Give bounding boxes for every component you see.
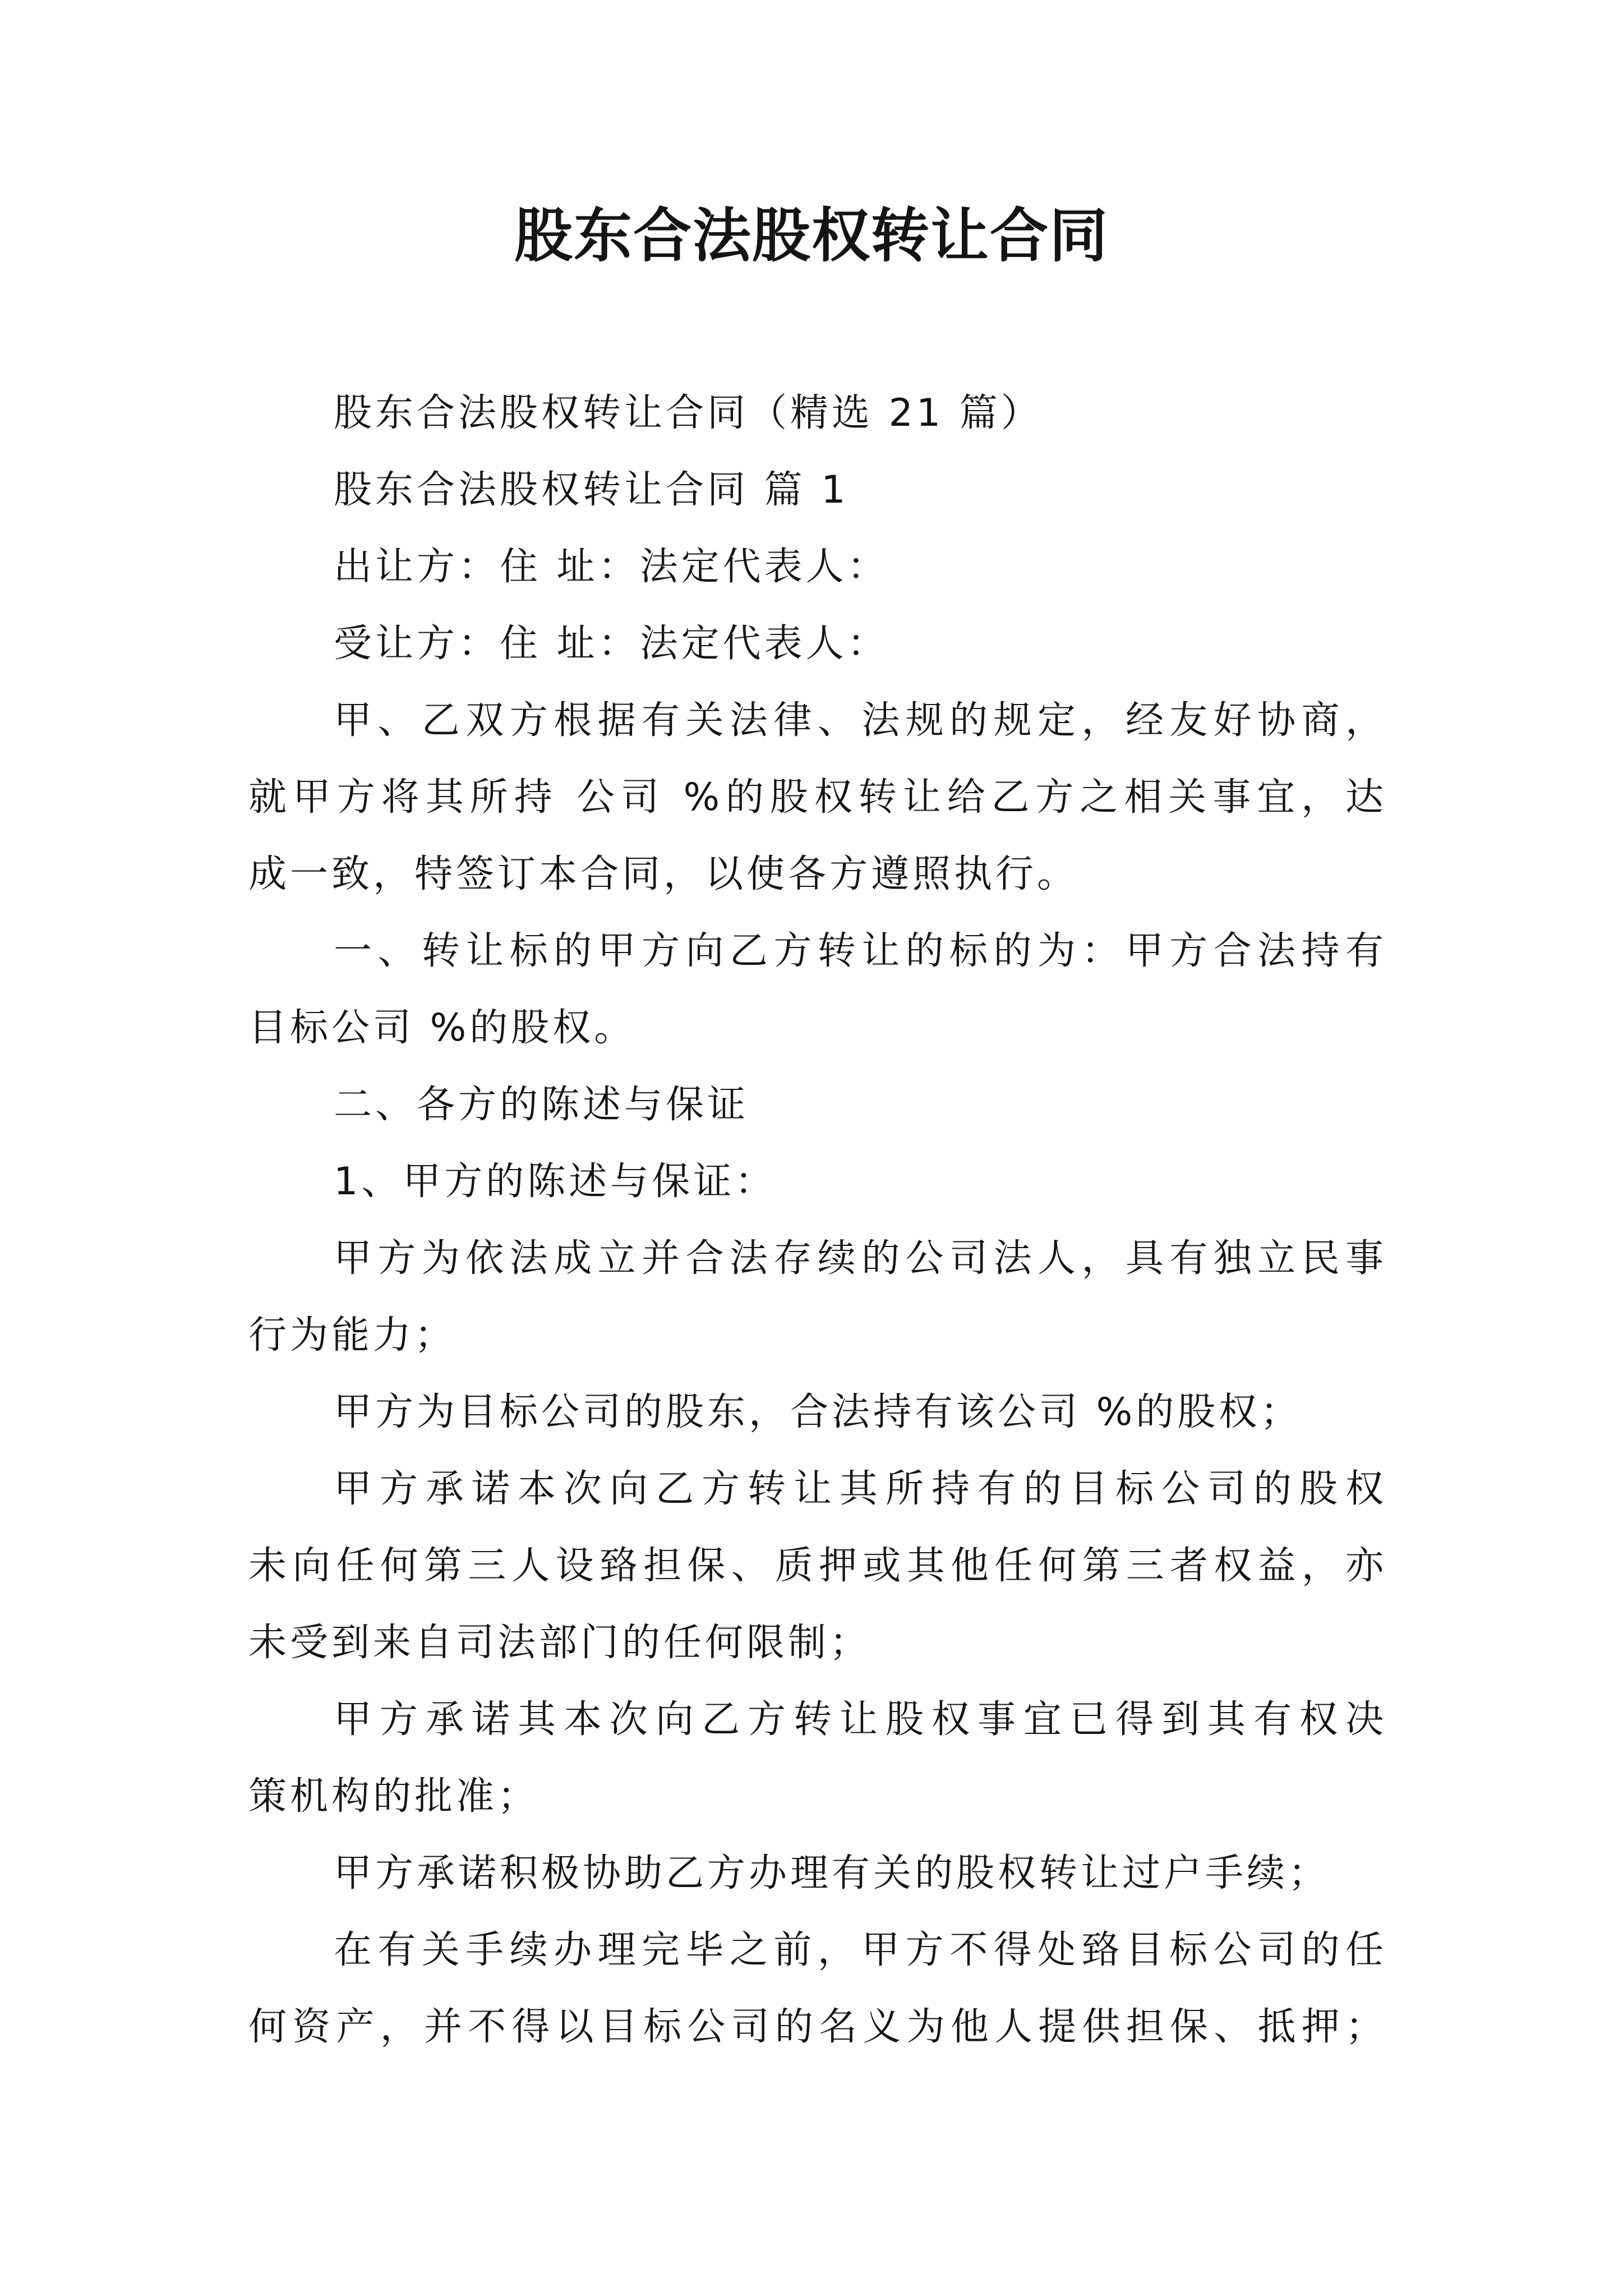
text-line: 甲方为目标公司的股东，合法持有该公司 %的股权； xyxy=(334,1390,1302,1434)
text-line: 未受到来自司法部门的任何限制； xyxy=(248,1621,872,1665)
text-line: 股东合法股权转让合同（精选 21 篇） xyxy=(334,391,1043,435)
text-line: 出让方：住 址：法定代表人： xyxy=(334,545,889,589)
text-line: 成一致，特签订本合同，以使各方遵照执行。 xyxy=(248,852,1079,896)
text-line: 二、各方的陈述与保证 xyxy=(334,1083,749,1127)
text-line: 在有关手续办理完毕之前，甲方不得处臵目标公司的任 xyxy=(334,1928,1387,1972)
document-body xyxy=(248,375,1387,2065)
text-line: 行为能力； xyxy=(248,1313,457,1358)
text-line: 甲方为依法成立并合法存续的公司法人，具有独立民事 xyxy=(334,1236,1387,1281)
document-title: 股东合法股权转让合同 xyxy=(514,201,1109,270)
text-line: 一、转让标的甲方向乙方转让的标的为：甲方合法持有 xyxy=(334,929,1387,973)
text-line: 股东合法股权转让合同 篇 1 xyxy=(334,468,849,512)
text-line: 策机构的批准； xyxy=(248,1774,540,1819)
text-line: 甲方承诺本次向乙方转让其所持有的目标公司的股权 xyxy=(334,1467,1387,1511)
text-line: 目标公司 %的股权。 xyxy=(248,1006,636,1050)
text-line: 1、甲方的陈述与保证： xyxy=(334,1159,777,1204)
text-line: 受让方：住 址：法定代表人： xyxy=(334,622,889,666)
text-line: 甲方承诺积极协助乙方办理有关的股权转让过户手续； xyxy=(334,1851,1330,1895)
text-line: 甲方承诺其本次向乙方转让股权事宜已得到其有权决 xyxy=(334,1697,1387,1742)
text-line: 未向任何第三人设臵担保、质押或其他任何第三者权益，亦 xyxy=(248,1544,1387,1588)
text-line: 就甲方将其所持 公司 %的股权转让给乙方之相关事宜，达 xyxy=(248,775,1387,820)
text-line: 甲、乙双方根据有关法律、法规的规定，经友好协商， xyxy=(334,698,1387,743)
text-line: 何资产，并不得以目标公司的名义为他人提供担保、抵押； xyxy=(248,2005,1387,2049)
